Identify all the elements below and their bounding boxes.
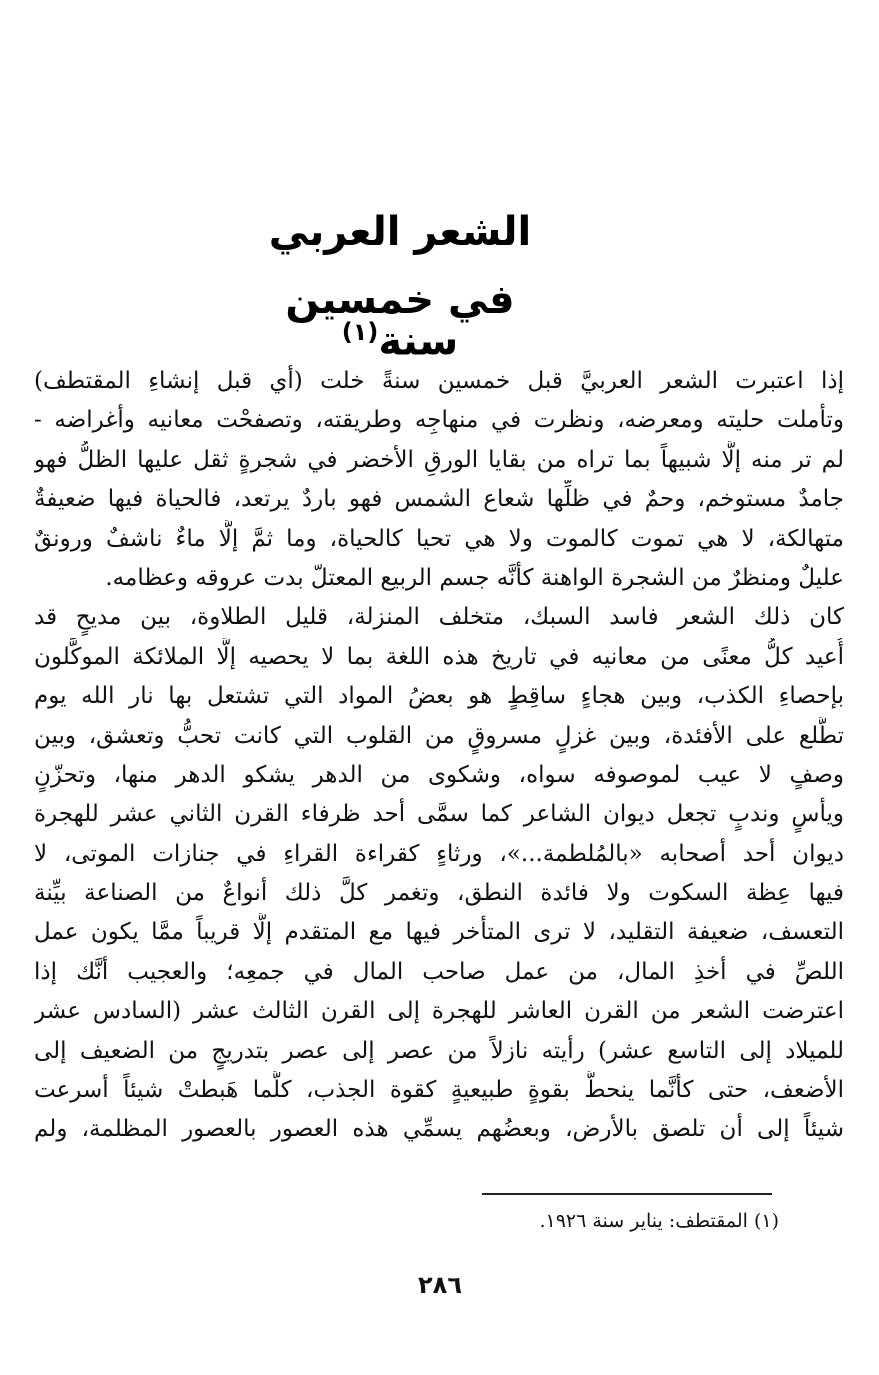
text-line: أُعيد كلُّ معنًى من معانيه في تاريخ هذه اللغة بما لا يحصيه إلَّا الملائكة الموكَّلون: [34, 643, 844, 670]
text-line: وصفٍ لا عيب لموصوفه سواه، وشكوى من الدهر يشكو الدهر منها، وتحزّنٍ: [34, 761, 844, 788]
page-number: ٢٨٦: [418, 1271, 462, 1299]
body-text: [34, 362, 844, 1150]
text-line: الأضعف، حتى كأنَّما ينحطُّ بقوةٍ طبيعيةٍ كقوة الجذب، كلَّما هَبطتْ شيئاً أسرعت: [34, 1077, 844, 1104]
text-line: شيئاً إلى أن تلصق بالأرض، وبعضُهم يسمِّي هذه العصور بالعصور المظلمة، ولم: [34, 1116, 844, 1143]
text-line: كان ذلك الشعر فاسد السبك، متخلف المنزلة، قليل الطلاوة، بين مديحٍ قد: [34, 604, 844, 631]
chapter-subtitle-text: في خمسين سنة: [285, 277, 515, 365]
text-line: ويأسٍ وندبٍ تجعل ديوان الشاعر كما سمَّى أحد ظرفاء القرن الثاني عشر للهجرة: [34, 801, 844, 828]
text-line: جامدٌ مستوخم، وحمٌ في ظلِّها شعاع الشمس فهو باردٌ يرتعد، فالحياة فيها ضعيفةٌ: [34, 486, 844, 513]
text-line: التعسف، ضعيفة التقليد، لا ترى المتأخر فيها مع المتقدم إلَّا قريباً ممَّا يكون عمل: [34, 919, 844, 946]
footnote-divider: [482, 1193, 772, 1195]
chapter-title: [250, 209, 550, 255]
text-line: تطَّلع على الأفئدة، وبين غزلٍ مسروقٍ من القلوب التي كانت تحبُّ وتعشق، وبين: [34, 722, 844, 749]
text-line: فيها عِظة السكوت ولا فائدة النطق، وتغمر كلَّ ذلك أنواعٌ من الصناعة بيِّنة: [34, 880, 844, 907]
text-line: إذا اعتبرت الشعر العربيَّ قبل خمسين سنةً خلت (أي قبل إنشاءِ المقتطف): [34, 368, 844, 394]
text-line: اللصِّ في أخذِ المال، من عمل صاحب المال في جمعِه؛ والعجيب أنَّك إذا: [34, 958, 844, 985]
footnote-marker: (١): [341, 318, 379, 346]
text-line: عليلٌ ومنظرٌ من الشجرة الواهنة كأنَّه جسم الربيع المعتلّ بدت عروقه وعظامه.: [105, 564, 844, 591]
text-line: لم تر منه إلَّا شبيهاً بما تراه من بقايا الورقِ الأخضر في شجرةٍ ثقل عليها الظلُّ فهو: [34, 446, 844, 473]
chapter-title-text: الشعر العربي: [268, 209, 532, 255]
text-line: ديوان أحد أصحابه «بالمُلطمة...»، ورثاءٍ كقراءة القراءِ في جنازات الموتى، لا: [34, 840, 844, 867]
text-line: متهالكة، لا هي تموت كالموت ولا هي تحيا كالحياة، وما ثمَّ إلَّا ماءٌ ناشفٌ ورونقٌ: [34, 525, 844, 552]
text-line: اعترضت الشعر من القرن العاشر للهجرة إلى القرن الثالث عشر (السادس عشر: [34, 998, 844, 1025]
chapter-subtitle: [250, 277, 550, 365]
text-line: للميلاد إلى التاسع عشر) رأيته نازلاً من عصر إلى عصر بتدريجٍ من الضعيف إلى: [34, 1037, 844, 1064]
footnote: (١) المقتطف: يناير سنة ١٩٢٦.: [539, 1210, 779, 1232]
text-line: وتأملت حليته ومعرضه، ونظرت في منهاجِه وطريقته، وتصفحْت معانيه وأغراضه -: [34, 407, 844, 434]
text-line: بإحصاءِ الكذب، وبين هجاءٍ ساقِطٍ هو بعضُ المواد التي تشتعل بها نار الله يوم: [34, 683, 844, 710]
